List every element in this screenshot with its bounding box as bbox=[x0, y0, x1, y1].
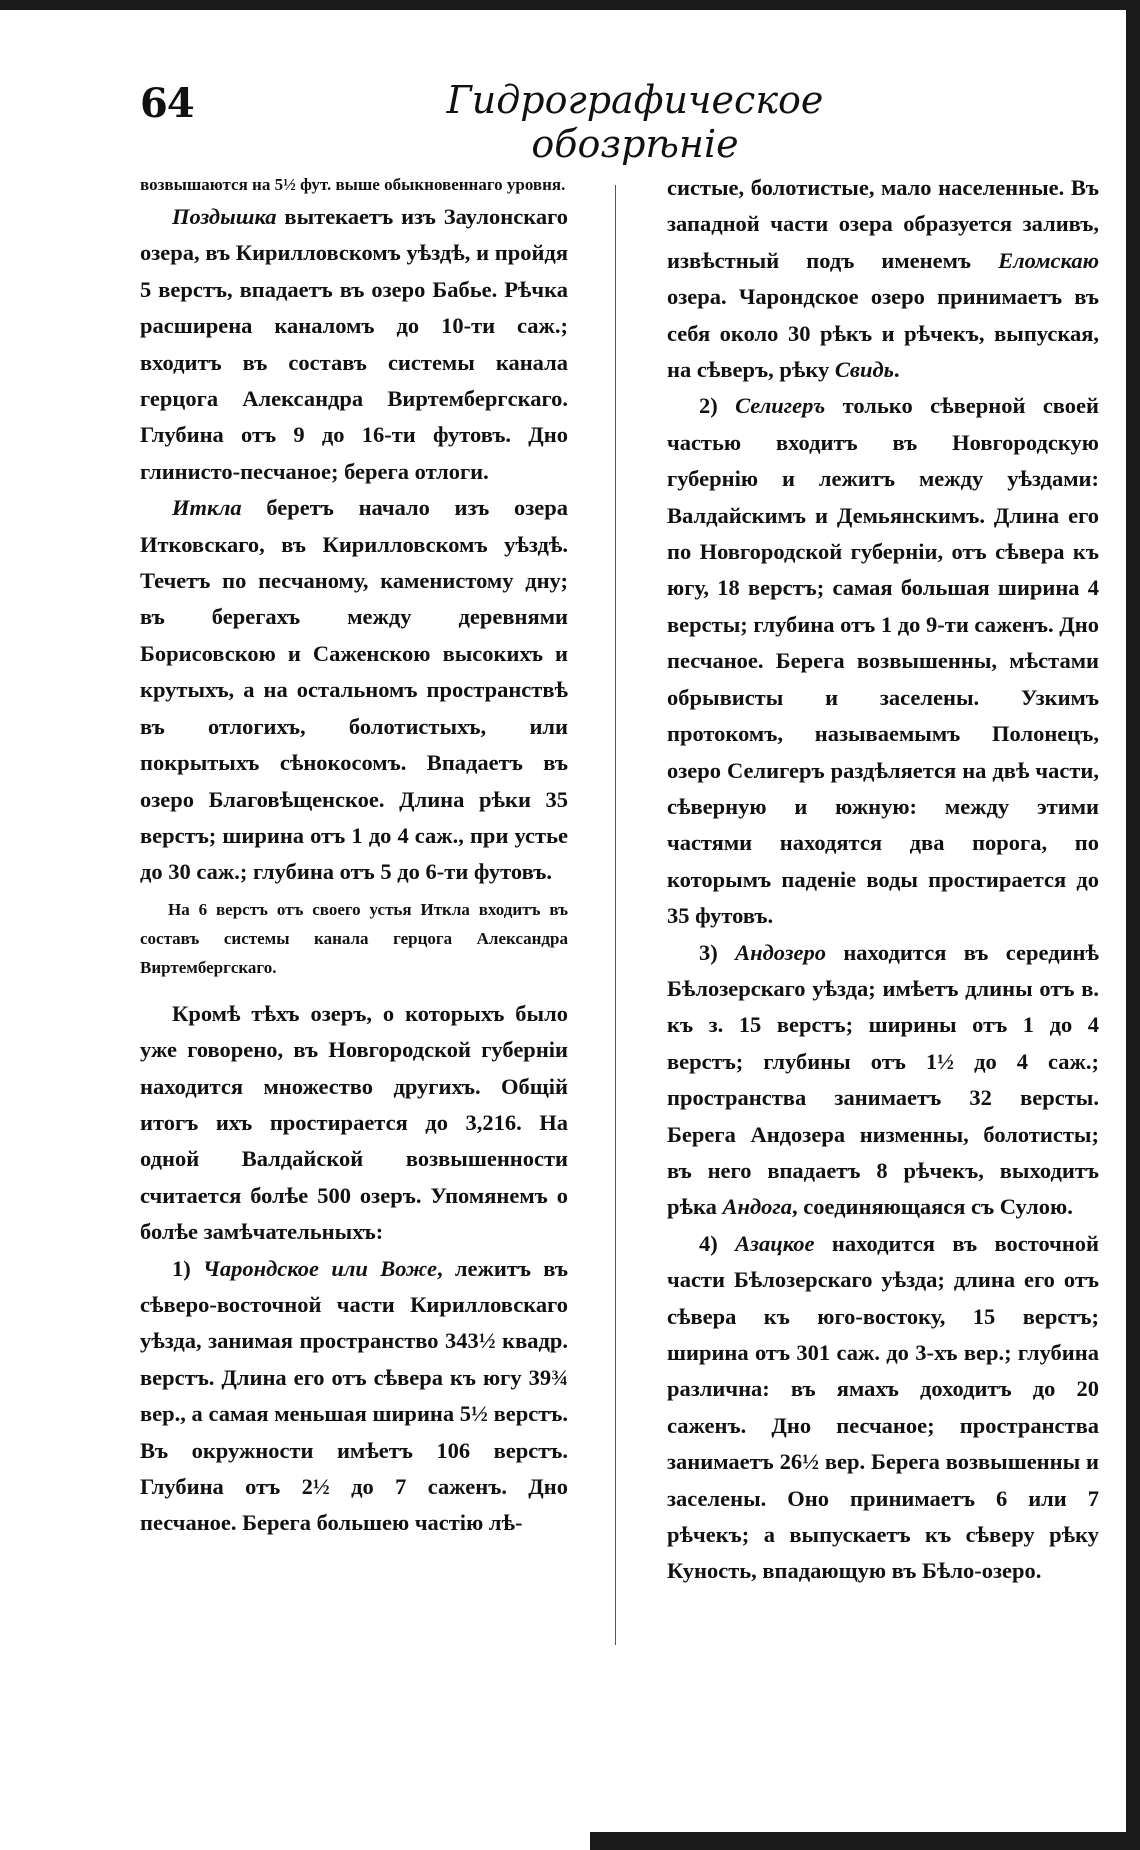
item-number: 1) bbox=[172, 1255, 204, 1281]
lake-name-seliger: Селигеръ bbox=[735, 393, 826, 419]
paragraph-andozero bbox=[667, 935, 1099, 1226]
paragraph-itkla bbox=[140, 490, 568, 890]
paragraph-text: находится въ серединѣ Бѣлозерскаго уѣзда; имѣетъ длины отъ в. къ з. 15 верстъ; ширины отъ 1 до 4 верстъ; глубины отъ 1½ до 4 саж.; пространства занимаетъ 32 версты. Берега Андозера низменны, болотисты; въ него впадаетъ 8 рѣчекъ, выходитъ рѣка bbox=[667, 939, 1100, 1220]
footnote-itkla: На 6 верстъ отъ своего устья Иткла входитъ въ составъ системы канала герцога Александра Виртембергскаго. bbox=[140, 899, 568, 977]
scan-edge-right bbox=[1126, 0, 1140, 1850]
paragraph-text: находится въ восточной части Бѣлозерскаго уѣзда; длина его отъ сѣвера къ юго-востоку, 15 верстъ; ширина отъ 301 саж. до 3-хъ вер.; глубина различна: въ ямахъ доходитъ до 20 саженъ. Дно песчаное; пространства занимаетъ 26½ вер. Берега возвышенны и заселены. Оно принимаетъ 6 или 7 рѣчекъ; а выпускаетъ къ сѣверу рѣку Куность, впадающую въ Бѣло-озеро. bbox=[667, 1230, 1099, 1584]
river-name-itkla: Иткла bbox=[172, 495, 242, 521]
paragraph-text: . bbox=[893, 357, 900, 383]
paragraph-azatskoe bbox=[667, 1226, 1099, 1590]
paragraph-text: систые, болотистые, мало населенные. Въ западной части озера образуется заливъ, извѣстный подъ именемъ bbox=[667, 175, 1099, 273]
river-name-svid: Свидь bbox=[834, 357, 894, 383]
item-number: 2) bbox=[699, 393, 736, 419]
lake-name-charondskoe: Чарондское bbox=[203, 1255, 320, 1281]
river-name-pozdyshka: Поздышка bbox=[172, 204, 277, 229]
lake-name-andozero: Андозеро bbox=[735, 939, 826, 965]
paragraph-text: , лежитъ въ сѣверо-восточной части Кирилловскаго уѣзда, занимая пространство 343½ квадр. верстъ. Длина его отъ сѣвера къ югу 39¾ вер., а самая меньшая ширина 5½ верстъ. Въ окружности имѣетъ 106 верстъ. Глубина отъ 2½ до 7 саженъ. Дно песчаное. Берега большею частію лѣ- bbox=[140, 1255, 568, 1536]
conjunction: или bbox=[319, 1255, 381, 1281]
scan-edge-top bbox=[0, 0, 1140, 10]
paragraph-text: , соединяющаяся съ Сулою. bbox=[791, 1194, 1073, 1220]
left-column bbox=[140, 170, 568, 1542]
right-column bbox=[667, 170, 1099, 1590]
river-name-andoga: Андога bbox=[722, 1194, 792, 1220]
footnote-continuation: возвышаются на 5½ фут. выше обыкновеннаго уровня. bbox=[140, 175, 566, 194]
running-head: Гидрографическое обозрѣніе bbox=[446, 78, 824, 166]
paragraph-charondskoe bbox=[140, 1251, 568, 1542]
lake-name-azatskoe: Азацкое bbox=[735, 1230, 815, 1256]
paragraph-lakes-intro: Кромѣ тѣхъ озеръ, о которыхъ было уже говорено, въ Новгородской губерніи находится множество другихъ. Общій итогъ ихъ простирается до 3,216. На одной Валдайской возвышенности считается болѣе 500 озеръ. Упомянемъ о болѣе замѣчательныхъ: bbox=[140, 1000, 568, 1245]
paragraph-text: только сѣверной своей частью входитъ въ Новгородскую губернію и лежитъ между уѣздами: Валдайскимъ и Демьянскимъ. Длина его по Новгородской губерніи, отъ сѣвера къ югу, 18 верстъ; самая большая ширина 4 версты; глубина отъ 1 до 9-ти саженъ. Дно песчаное. Берега возвышенны, мѣстами обрывисты и заселены. Узкимъ протокомъ, называемымъ Полонецъ, озеро Селигеръ раздѣляется на двѣ части, сѣверную и южную: между этими частями находятся два порога, по которымъ паденіе воды простирается до 35 футовъ. bbox=[667, 393, 1099, 929]
paragraph-text: озера. Чарондское озеро принимаетъ въ себя около 30 рѣкъ и рѣчекъ, выпуская, на сѣверъ, рѣку bbox=[667, 284, 1099, 383]
item-number: 3) bbox=[699, 939, 736, 965]
item-number: 4) bbox=[699, 1230, 736, 1256]
paragraph-pozdyshka bbox=[140, 199, 568, 490]
paragraph-charondskoe-continued bbox=[667, 170, 1099, 388]
lake-name-vozhe: Воже bbox=[380, 1255, 438, 1281]
paragraph-text: беретъ начало изъ озера Итковскаго, въ Кирилловскомъ уѣздѣ. Течетъ по песчаному, каменистому дну; въ берегахъ между деревнями Борисовскою и Саженскою высокихъ и крутыхъ, а на остальномъ пространствѣ въ отлогихъ, болотистыхъ, или покрытыхъ сѣнокосомъ. Впадаетъ въ озеро Благовѣщенское. Длина рѣки 35 верстъ; ширина отъ 1 до 4 саж., при устье до 30 саж.; глубина отъ 5 до 6-ти футовъ. bbox=[140, 495, 568, 885]
paragraph-seliger bbox=[667, 388, 1099, 934]
column-divider bbox=[615, 185, 616, 1645]
scan-edge-bottom bbox=[590, 1832, 1140, 1850]
bay-name-elomskaya: Еломскаю bbox=[998, 247, 1099, 273]
paragraph-text: вытекаетъ изъ Заулонскаго озера, въ Кирилловскомъ уѣздѣ, и пройдя 5 верстъ, впадаетъ въ озеро Бабье. Рѣчка расширена каналомъ до 10-ти саж.; входитъ въ составъ системы канала герцога Александра Виртембергскаго. Глубина отъ 9 до 16-ти футовъ. Дно глинисто-песчаное; берега отлоги. bbox=[140, 204, 568, 484]
page-number: 64 bbox=[140, 80, 194, 127]
